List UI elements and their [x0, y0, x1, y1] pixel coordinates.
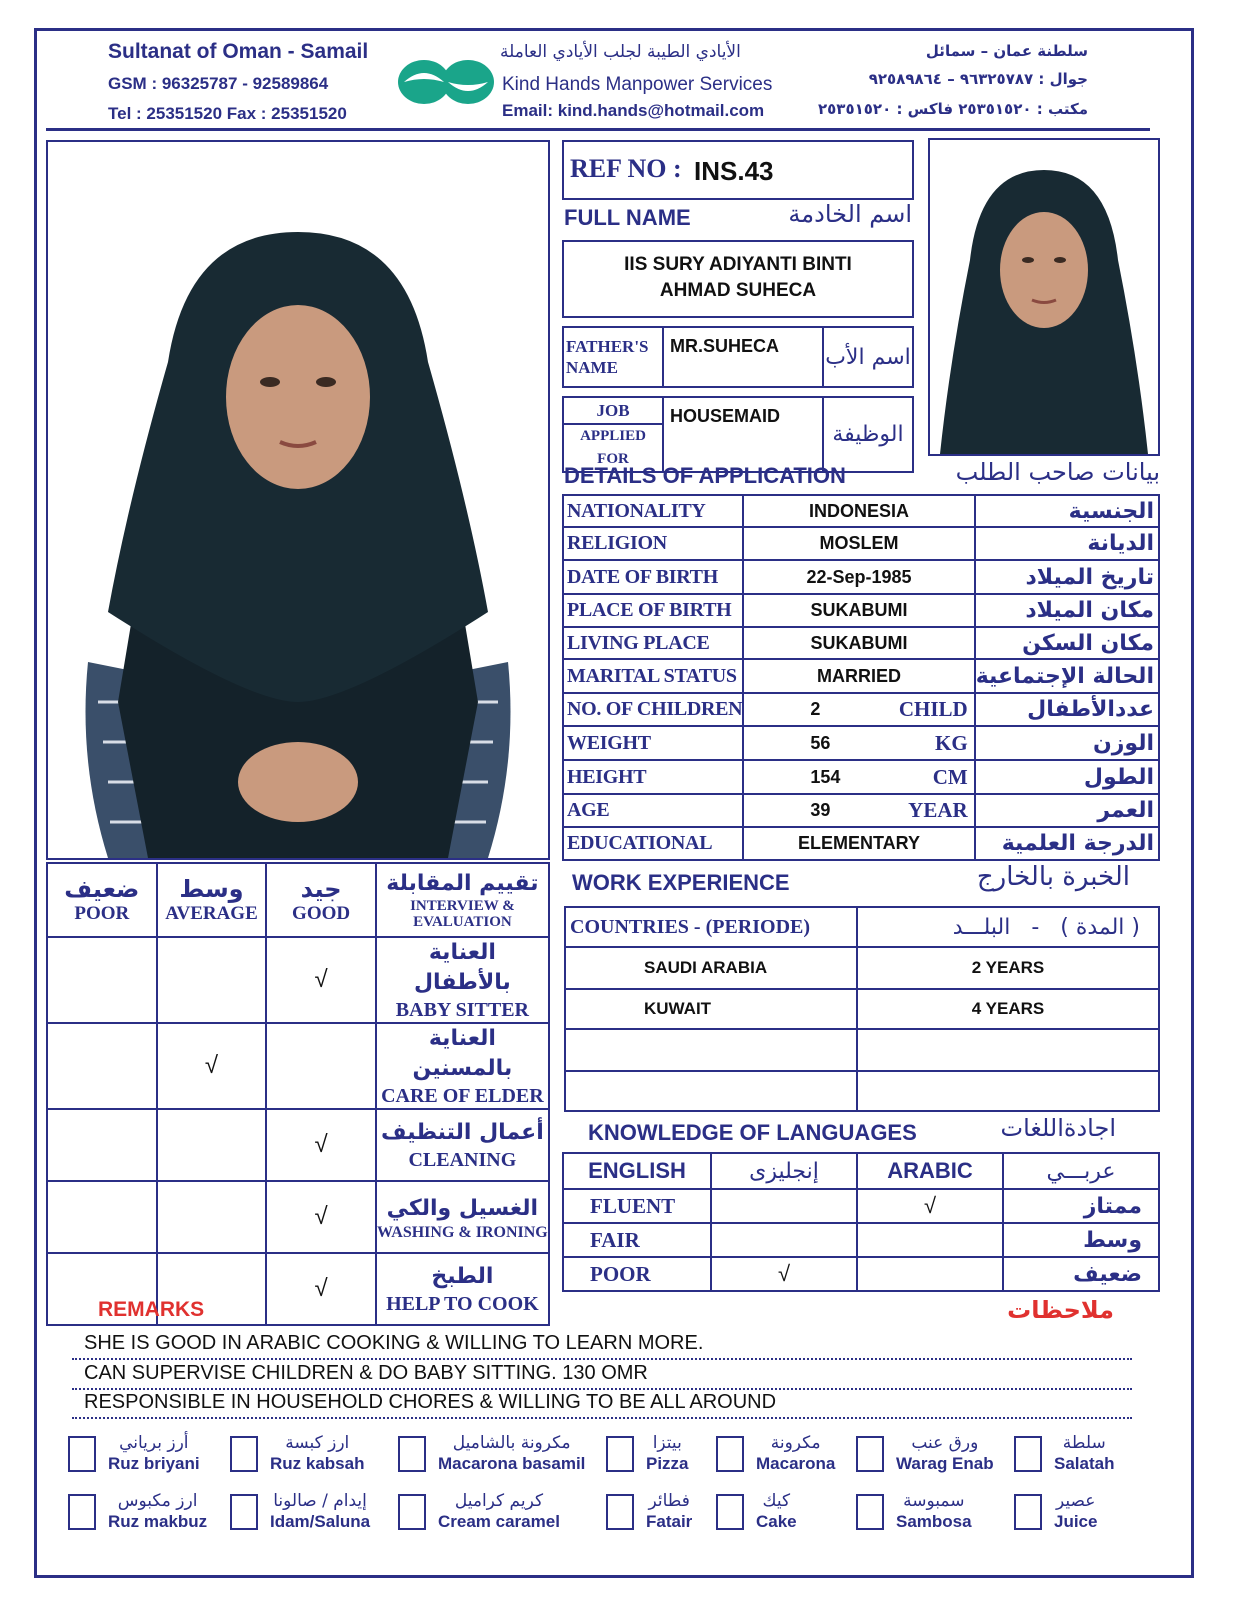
- evaluation-skill-ar: الطبخ: [431, 1264, 494, 1289]
- ref-box: [562, 140, 914, 200]
- dish-name-ar: مكرونة: [770, 1433, 821, 1453]
- dish-name-ar: عصير: [1056, 1491, 1096, 1511]
- details-label: WEIGHT: [567, 731, 651, 754]
- details-value: 56: [810, 732, 831, 753]
- full-name-label: FULL NAME: [564, 205, 691, 230]
- dish-checkbox[interactable]: [1014, 1494, 1042, 1530]
- company-name-en: Kind Hands Manpower Services: [502, 74, 773, 95]
- job-label-1: JOB: [596, 401, 630, 420]
- header-divider: [46, 128, 1150, 131]
- details-value: 154: [810, 766, 841, 787]
- evaluation-header-ar: وسط: [179, 875, 244, 903]
- language-level: FAIR: [590, 1227, 640, 1252]
- dish-name-en: Idam/Saluna: [270, 1512, 371, 1531]
- language-english-mark: √: [777, 1261, 791, 1286]
- dish-checkbox[interactable]: [606, 1494, 634, 1530]
- dish-name-en: Cream caramel: [438, 1512, 560, 1531]
- details-row: [563, 760, 1159, 794]
- details-unit: KG: [935, 730, 968, 755]
- dish-checkbox[interactable]: [230, 1494, 258, 1530]
- evaluation-average-mark: √: [204, 1052, 219, 1079]
- company-tel-fax: Tel : 25351520 Fax : 25351520: [108, 104, 347, 123]
- details-row: [563, 527, 1159, 560]
- details-row: [563, 560, 1159, 594]
- work-row: [565, 1071, 1159, 1111]
- job-value: HOUSEMAID: [670, 406, 781, 426]
- work-row: [565, 947, 1159, 989]
- job-table: [562, 396, 914, 473]
- evaluation-header-en: GOOD: [292, 903, 351, 924]
- dish-name-ar: كيك: [762, 1491, 791, 1511]
- evaluation-skill-ar: العناية بالمسنين: [412, 1026, 513, 1081]
- dish-name-en: Macarona: [756, 1454, 836, 1473]
- evaluation-row: [47, 1181, 549, 1253]
- dish-name-en: Cake: [756, 1512, 797, 1531]
- dish-name-ar: فطائر: [648, 1491, 690, 1511]
- evaluation-skill-en: CLEANING: [408, 1149, 517, 1171]
- remarks-label-ar: ملاحظات: [1007, 1296, 1114, 1324]
- evaluation-header-ar: تقييم المقابلة: [386, 871, 539, 896]
- dish-checkbox[interactable]: [68, 1436, 96, 1472]
- details-title-ar: بيانات صاحب الطلب: [955, 458, 1160, 486]
- ref-value: INS.43: [694, 156, 774, 186]
- evaluation-skill-ar: أعمال التنظيف: [381, 1120, 544, 1145]
- details-row: [563, 794, 1159, 827]
- dish-name-ar: ارز كبسة: [285, 1433, 350, 1453]
- dish-name-en: Sambosa: [896, 1512, 972, 1531]
- location-ar: سلطنة عمان – سمائل: [925, 42, 1088, 60]
- details-label-ar: العمر: [1097, 798, 1154, 823]
- languages-row: [563, 1223, 1159, 1257]
- language-english-ar: إنجليزى: [749, 1158, 819, 1184]
- evaluation-header-en: INTERVIEW & EVALUATION: [410, 898, 515, 930]
- company-email: Email: kind.hands@hotmail.com: [502, 101, 765, 120]
- evaluation-good-mark: √: [314, 1203, 328, 1230]
- details-value: 2: [810, 699, 821, 719]
- details-label-ar: الحالة الإجتماعية: [975, 663, 1154, 689]
- details-unit: CHILD: [898, 697, 968, 721]
- dish-name-en: Ruz kabsah: [270, 1454, 365, 1473]
- dish-name-en: Pizza: [646, 1454, 689, 1473]
- evaluation-skill-en: HELP TO COOK: [386, 1293, 539, 1315]
- dish-checkbox[interactable]: [398, 1494, 426, 1530]
- kind-hands-logo-icon: [396, 56, 496, 108]
- evaluation-header-ar: جيد: [300, 875, 342, 903]
- languages-table: [562, 1152, 1160, 1292]
- candidate-portrait-photo: [928, 138, 1160, 456]
- details-label: HEIGHT: [567, 765, 647, 788]
- details-row: [563, 693, 1159, 726]
- full-name-line1: IIS SURY ADIYANTI BINTI: [624, 254, 852, 275]
- work-title-ar: الخبرة بالخارج: [976, 862, 1130, 892]
- details-row: [563, 827, 1159, 860]
- work-period: 2 YEARS: [971, 958, 1045, 977]
- work-header-row: [565, 907, 1159, 947]
- work-country: KUWAIT: [644, 999, 712, 1018]
- details-value: SUKABUMI: [810, 600, 908, 620]
- dish-name-ar: أرز برياني: [119, 1433, 189, 1453]
- remarks-text-1: SHE IS GOOD IN ARABIC COOKING & WILLING TO LEARN MORE.: [84, 1332, 704, 1354]
- evaluation-good-mark: √: [314, 1131, 328, 1158]
- details-value: 22-Sep-1985: [806, 566, 912, 587]
- work-row: [565, 989, 1159, 1029]
- language-level: POOR: [590, 1261, 651, 1286]
- languages-title: KNOWLEDGE OF LANGUAGES: [588, 1120, 917, 1145]
- language-level-ar: ممتاز: [1083, 1193, 1142, 1219]
- details-label: EDUCATIONAL: [567, 832, 713, 854]
- dish-name-ar: سلطة: [1062, 1433, 1106, 1453]
- details-label-ar: مكان السكن: [1022, 630, 1154, 656]
- company-gsm: GSM : 96325787 - 92589864: [108, 74, 329, 93]
- dish-name-en: Macarona basamil: [438, 1454, 586, 1473]
- work-col-period-ar: ( المدة ) - البلـــد: [952, 914, 1140, 940]
- details-unit: CM: [932, 764, 968, 789]
- father-label-ar: اسم الأب: [825, 344, 911, 370]
- evaluation-header-en: AVERAGE: [165, 903, 258, 924]
- dish-checkbox[interactable]: [856, 1494, 884, 1530]
- father-value: MR.SUHECA: [670, 336, 780, 356]
- dish-name-ar: ورق عنب: [911, 1433, 979, 1453]
- details-value: 39: [810, 800, 831, 820]
- details-value: MOSLEM: [819, 533, 899, 553]
- remarks-text-2: CAN SUPERVISE CHILDREN & DO BABY SITTING. 130 OMR: [84, 1362, 648, 1384]
- candidate-full-photo: [46, 140, 550, 860]
- details-label-ar: الوزن: [1092, 730, 1154, 756]
- details-title: DETAILS OF APPLICATION: [564, 463, 846, 488]
- remarks-line-3: [72, 1389, 1132, 1419]
- work-row: [565, 1029, 1159, 1071]
- remarks-line-1: [72, 1330, 1132, 1360]
- evaluation-good-mark: √: [314, 966, 328, 993]
- father-label-1: FATHER'S: [566, 337, 649, 356]
- dish-name-ar: بيتزا: [652, 1433, 682, 1453]
- languages-title-ar: اجادةاللغات: [1000, 1114, 1116, 1142]
- dish-name-ar: ارز مكبوس: [117, 1491, 198, 1511]
- details-label: PLACE OF BIRTH: [567, 599, 732, 621]
- dish-checkbox[interactable]: [856, 1436, 884, 1472]
- tel-ar: مكتب : ٢٥٣٥١٥٢٠ فاكس : ٢٥٣٥١٥٢٠: [817, 100, 1088, 118]
- dish-name-en: Warag Enab: [896, 1454, 994, 1473]
- work-period: 4 YEARS: [971, 999, 1045, 1018]
- dish-name-ar: كريم كراميل: [454, 1491, 544, 1511]
- details-row: [563, 726, 1159, 760]
- evaluation-skill-en: BABY SITTER: [395, 999, 529, 1021]
- language-level: FLUENT: [590, 1193, 676, 1218]
- details-label: AGE: [567, 799, 610, 821]
- details-label-ar: الجنسية: [1068, 498, 1154, 524]
- work-title: WORK EXPERIENCE: [572, 870, 790, 895]
- job-label-ar: الوظيفة: [832, 422, 904, 447]
- remarks-line-2: [72, 1360, 1132, 1390]
- evaluation-row: [47, 1109, 549, 1181]
- evaluation-skill-en: CARE OF ELDER: [381, 1085, 544, 1107]
- details-label: RELIGION: [567, 532, 667, 554]
- work-country: [566, 1040, 644, 1059]
- language-arabic-mark: √: [923, 1193, 937, 1218]
- full-name-label-ar: اسم الخادمة: [788, 200, 912, 228]
- dish-name-ar: مكرونة بالشاميل: [452, 1433, 571, 1453]
- details-label: MARITAL STATUS: [567, 664, 737, 687]
- evaluation-skill-en: WASHING & IRONING: [377, 1223, 548, 1241]
- evaluation-row: [47, 937, 549, 1023]
- dish-checkbox[interactable]: [606, 1436, 634, 1472]
- dish-name-en: Ruz briyani: [108, 1454, 200, 1473]
- details-label: NO. OF CHILDREN: [567, 698, 743, 720]
- details-label: NATIONALITY: [567, 499, 706, 522]
- evaluation-header-en: POOR: [74, 903, 130, 924]
- work-table: [564, 906, 1160, 1112]
- details-value: SUKABUMI: [810, 632, 908, 653]
- details-label-ar: الديانة: [1087, 531, 1154, 556]
- dish-name-ar: سمبوسة: [903, 1491, 965, 1511]
- details-table: [562, 494, 1160, 861]
- language-arabic: ARABIC: [887, 1158, 973, 1183]
- details-row: [563, 659, 1159, 693]
- work-country: [566, 1081, 644, 1100]
- languages-header-row: [563, 1153, 1159, 1189]
- details-value: INDONESIA: [809, 500, 910, 521]
- full-name-line2: AHMAD SUHECA: [659, 280, 817, 301]
- dish-checkbox[interactable]: [716, 1494, 744, 1530]
- ref-label: REF NO :: [570, 154, 682, 183]
- remarks-text-3: RESPONSIBLE IN HOUSEHOLD CHORES & WILLING TO BE ALL AROUND: [84, 1391, 777, 1413]
- dish-name-en: Ruz makbuz: [108, 1512, 208, 1531]
- dish-name-en: Juice: [1054, 1512, 1098, 1531]
- remarks-label: REMARKS: [98, 1298, 205, 1321]
- evaluation-header-row: [47, 863, 549, 937]
- details-row: [563, 495, 1159, 527]
- dish-checkbox[interactable]: [230, 1436, 258, 1472]
- evaluation-table: [46, 862, 550, 1326]
- dish-checkbox[interactable]: [1014, 1436, 1042, 1472]
- details-label-ar: عددالأطفال: [1027, 697, 1154, 722]
- company-location: Sultanat of Oman - Samail: [108, 40, 369, 63]
- details-row: [563, 594, 1159, 627]
- dish-checkbox[interactable]: [716, 1436, 744, 1472]
- details-label-ar: الدرجة العلمية: [1001, 831, 1154, 856]
- dish-name-ar: إيدام / صالونا: [273, 1491, 367, 1511]
- evaluation-skill-ar: العناية بالأطفال: [413, 940, 511, 995]
- details-label-ar: تاريخ الميلاد: [1025, 564, 1154, 590]
- dish-checkbox[interactable]: [398, 1436, 426, 1472]
- work-country: SAUDI ARABIA: [644, 958, 768, 977]
- work-col-countries: COUNTRIES - (PERIODE): [570, 915, 811, 938]
- languages-row: [563, 1189, 1159, 1223]
- dish-name-en: Fatair: [646, 1512, 693, 1531]
- details-label-ar: الطول: [1083, 764, 1154, 790]
- evaluation-skill-ar: الغسيل والكي: [386, 1195, 539, 1221]
- father-label-2: NAME: [566, 358, 618, 377]
- father-name-table: [562, 326, 914, 388]
- details-value: ELEMENTARY: [798, 833, 921, 853]
- dish-checkbox[interactable]: [68, 1494, 96, 1530]
- evaluation-header-ar: ضعيف: [64, 875, 140, 903]
- details-label: LIVING PLACE: [567, 631, 710, 654]
- language-level-ar: ضعيف: [1073, 1261, 1142, 1287]
- gsm-ar: جوال : ٩٦٣٢٥٧٨٧ – ٩٢٥٨٩٨٦٤: [868, 70, 1088, 88]
- job-label-2: APPLIED FOR: [564, 423, 662, 471]
- evaluation-good-mark: √: [314, 1275, 328, 1302]
- details-unit: YEAR: [908, 798, 968, 822]
- language-english: ENGLISH: [588, 1158, 686, 1183]
- details-value: MARRIED: [817, 665, 901, 686]
- company-name-ar: الأيادي الطيبة لجلب الأيادي العاملة: [500, 42, 741, 62]
- evaluation-row: [47, 1023, 549, 1109]
- details-label: DATE OF BIRTH: [567, 565, 718, 588]
- language-arabic-ar: عربـــي: [1046, 1158, 1116, 1184]
- languages-row: [563, 1257, 1159, 1291]
- full-name-box: [562, 240, 914, 318]
- dish-name-en: Salatah: [1054, 1454, 1115, 1473]
- details-row: [563, 627, 1159, 659]
- details-label-ar: مكان الميلاد: [1025, 598, 1154, 623]
- language-level-ar: وسط: [1083, 1227, 1142, 1253]
